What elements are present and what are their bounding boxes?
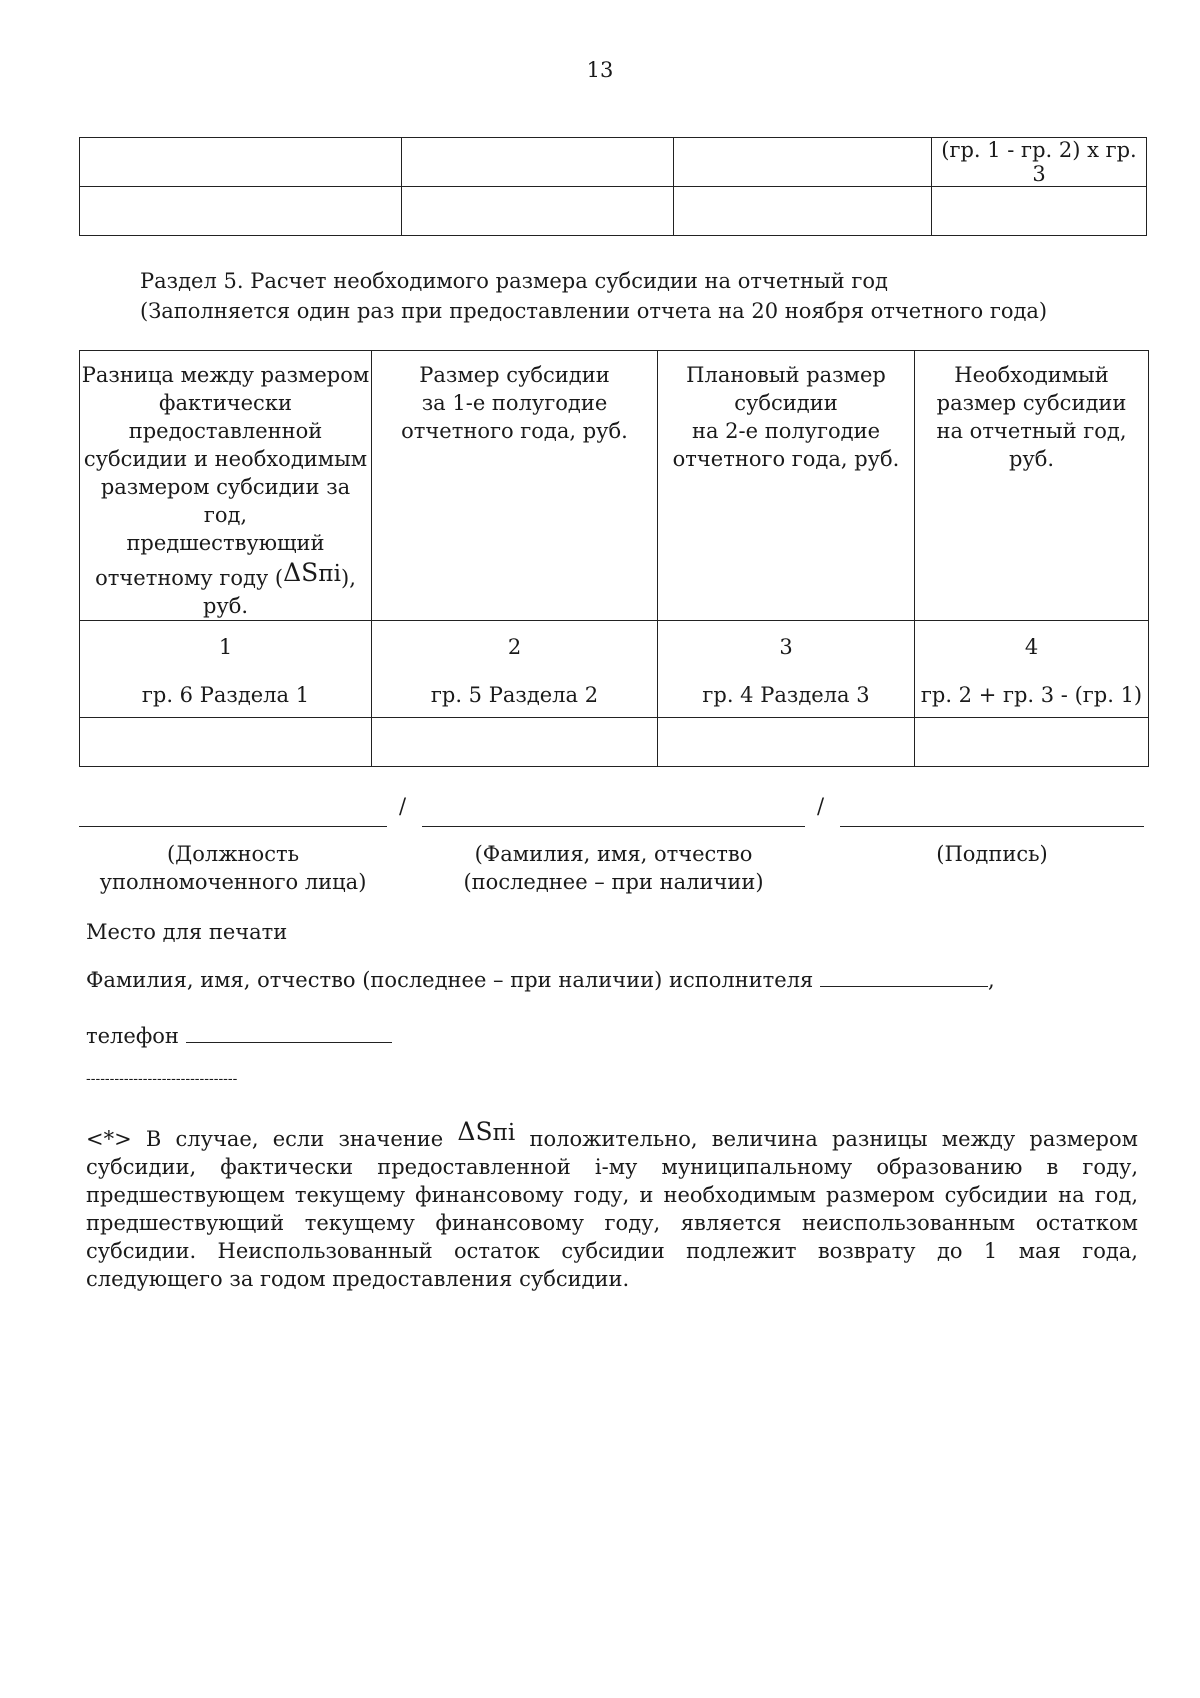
table-cell: [674, 138, 932, 187]
entry-cell[interactable]: [372, 718, 658, 767]
continuation-table: [79, 137, 1147, 236]
column-number-cell: 3 гр. 4 Раздела 3: [658, 621, 915, 718]
delta-s-symbol: ΔSпi: [457, 1117, 516, 1146]
data-entry-row: [80, 718, 1149, 767]
column-header-required: Необходимый размер субсидии на отчетный год, руб.: [915, 351, 1149, 621]
column-number-cell: 2 гр. 5 Раздела 2: [372, 621, 658, 718]
position-caption: (Должность уполномоченного лица): [99, 842, 367, 894]
phone-label: телефон: [86, 1024, 179, 1048]
subsidy-calculation-table: [79, 350, 1149, 767]
column-header-first-half: Размер субсидии за 1-е полугодие отчетного года, руб.: [372, 351, 658, 621]
formula-cell: (гр. 1 - гр. 2) x гр. 3: [932, 138, 1147, 187]
section-title: Раздел 5. Расчет необходимого размера субсидии на отчетный год: [140, 269, 888, 293]
table-cell: [80, 187, 402, 236]
name-caption: (Фамилия, имя, отчество (последнее – при наличии): [463, 842, 764, 894]
header-row: [80, 351, 1149, 621]
signature-caption: (Подпись): [936, 842, 1048, 866]
signature-separator: /: [399, 794, 407, 818]
entry-cell[interactable]: [915, 718, 1149, 767]
executor-label: Фамилия, имя, отчество (последнее – при наличии) исполнителя: [86, 968, 814, 992]
section-subtitle: (Заполняется один раз при предоставлении отчета на 20 ноября отчетного года): [140, 299, 1048, 323]
table-cell: [80, 138, 402, 187]
executor-name-field[interactable]: [820, 986, 988, 987]
phone-field[interactable]: [186, 1042, 392, 1043]
entry-cell[interactable]: [80, 718, 372, 767]
signature-separator: /: [817, 794, 825, 818]
entry-cell[interactable]: [658, 718, 915, 767]
phone-line: [86, 1024, 392, 1048]
footnote-separator: --------------------------------: [86, 1071, 238, 1087]
column-number-row: [80, 621, 1149, 718]
table-cell: [402, 138, 674, 187]
table-cell: [402, 187, 674, 236]
column-header-second-half: Плановый размер субсидии на 2-е полугодие отчетного года, руб.: [658, 351, 915, 621]
column-header-difference: Разница между размером фактически предоставленной субсидии и необходимым размером субсидии за год, предшествующий отчетному году (ΔSпi), руб.: [80, 351, 372, 621]
delta-s-symbol: ΔSпi: [283, 558, 341, 587]
executor-line: Фамилия, имя, отчество (последнее – при наличии) исполнителя ,: [86, 968, 995, 992]
position-signature-line[interactable]: [79, 826, 387, 827]
signature-line[interactable]: [840, 826, 1144, 827]
page-number: 13: [586, 58, 614, 82]
section-heading: [140, 266, 1047, 326]
footnote: <*> В случае, если значение ΔSпi положительно, величина разницы между размером субсидии, фактически предоставленной i-му муниципальному образованию в году, предшествующем текущему финансовому году, и необходимым размером субсидии на год, предшествующий текущему финансовому году, является неиспользованным остатком субсидии. Неиспользованный остаток субсидии подлежит возврату до 1 мая года, следующего за годом предоставления субсидии.: [86, 1117, 1138, 1291]
column-number-cell: 4 гр. 2 + гр. 3 - (гр. 1): [915, 621, 1149, 718]
table-cell: [932, 187, 1147, 236]
table-cell: [674, 187, 932, 236]
name-signature-line[interactable]: [422, 826, 805, 827]
table-row: [80, 187, 1147, 236]
stamp-place-label: Место для печати: [86, 920, 288, 944]
table-row: [80, 138, 1147, 187]
column-number-cell: 1 гр. 6 Раздела 1: [80, 621, 372, 718]
